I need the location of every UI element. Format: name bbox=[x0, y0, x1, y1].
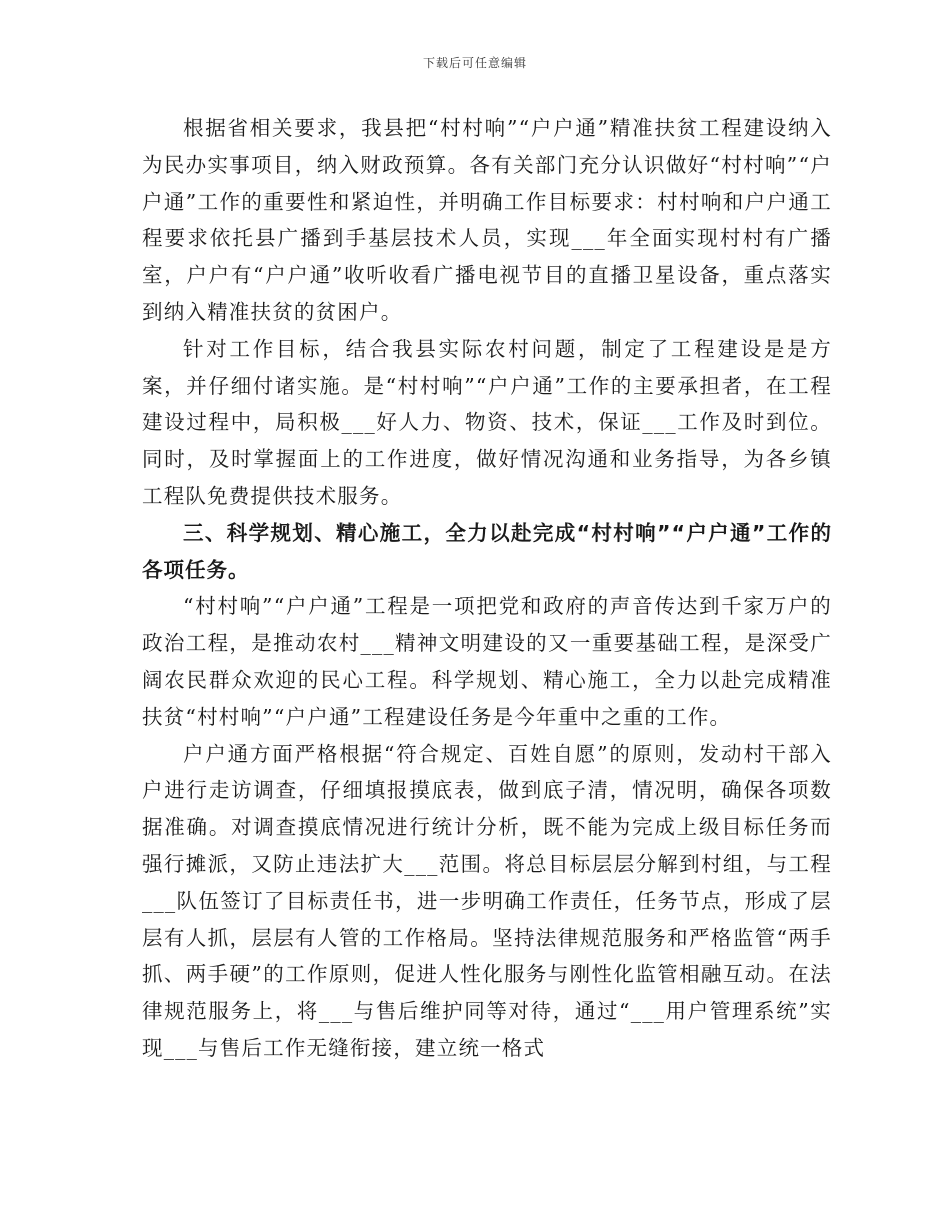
paragraph-significance: “村村响”“户户通”工程是一项把党和政府的声音传达到千家万户的政治工程，是推动农村___精神文明建设的又一重要基础工程，是深受广阔农民群众欢迎的民心工程。科学规划、精心施工，全力以赴完成精准扶贫“村村响”“户户通”工程建设任务是今年重中之重的工作。 bbox=[142, 594, 832, 729]
section-heading: 三、科学规划、精心施工，全力以赴完成“村村响”“户户通”工作的各项任务。 bbox=[142, 520, 832, 582]
paragraph-implementation: 户户通方面严格根据“符合规定、百姓自愿”的原则，发动村干部入户进行走访调查，仔细填报摸底表，做到底子清，情况明，确保各项数据准确。对调查摸底情况进行统计分析，既不能为完成上级目标任务而强行摊派，又防止违法扩大___范围。将总目标层层分解到村组，与工程___队伍签订了目标责任书，进一步明确工作责任，任务节点，形成了层层有人抓，层层有人管的工作格局。坚持法律规范服务和严格监管“两手抓、两手硬”的工作原则，促进人性化服务与刚性化监管相融互动。在法律规范服务上，将___与售后维护同等对待，通过“___用户管理系统”实现___与售后工作无缝衔接，建立统一格式 bbox=[142, 741, 832, 1060]
page-header: 下载后可任意编辑 bbox=[422, 56, 527, 70]
paragraph-goals: 根据省相关要求，我县把“村村响”“户户通”精准扶贫工程建设纳入为民办实事项目，纳入财政预算。各有关部门充分认识做好“村村响”“户户通”工作的重要性和紧迫性，并明确工作目标要求：村村响和户户通工程要求依托县广播到手基层技术人员，实现___年全面实现村村有广播室，户户有“户户通”收听收看广播电视节目的直播卫星设备，重点落实到纳入精准扶贫的贫困户。 bbox=[142, 116, 832, 324]
paragraph-plan: 针对工作目标，结合我县实际农村问题，制定了工程建设是是方案，并仔细付诸实施。是“村村响”“户户通”工作的主要承担者，在工程建设过程中，局积极___好人力、物资、技术，保证___工作及时到位。同时，及时掌握面上的工作进度，做好情况沟通和业务指导，为各乡镇工程队免费提供技术服务。 bbox=[142, 336, 832, 508]
document-body bbox=[142, 110, 832, 1067]
